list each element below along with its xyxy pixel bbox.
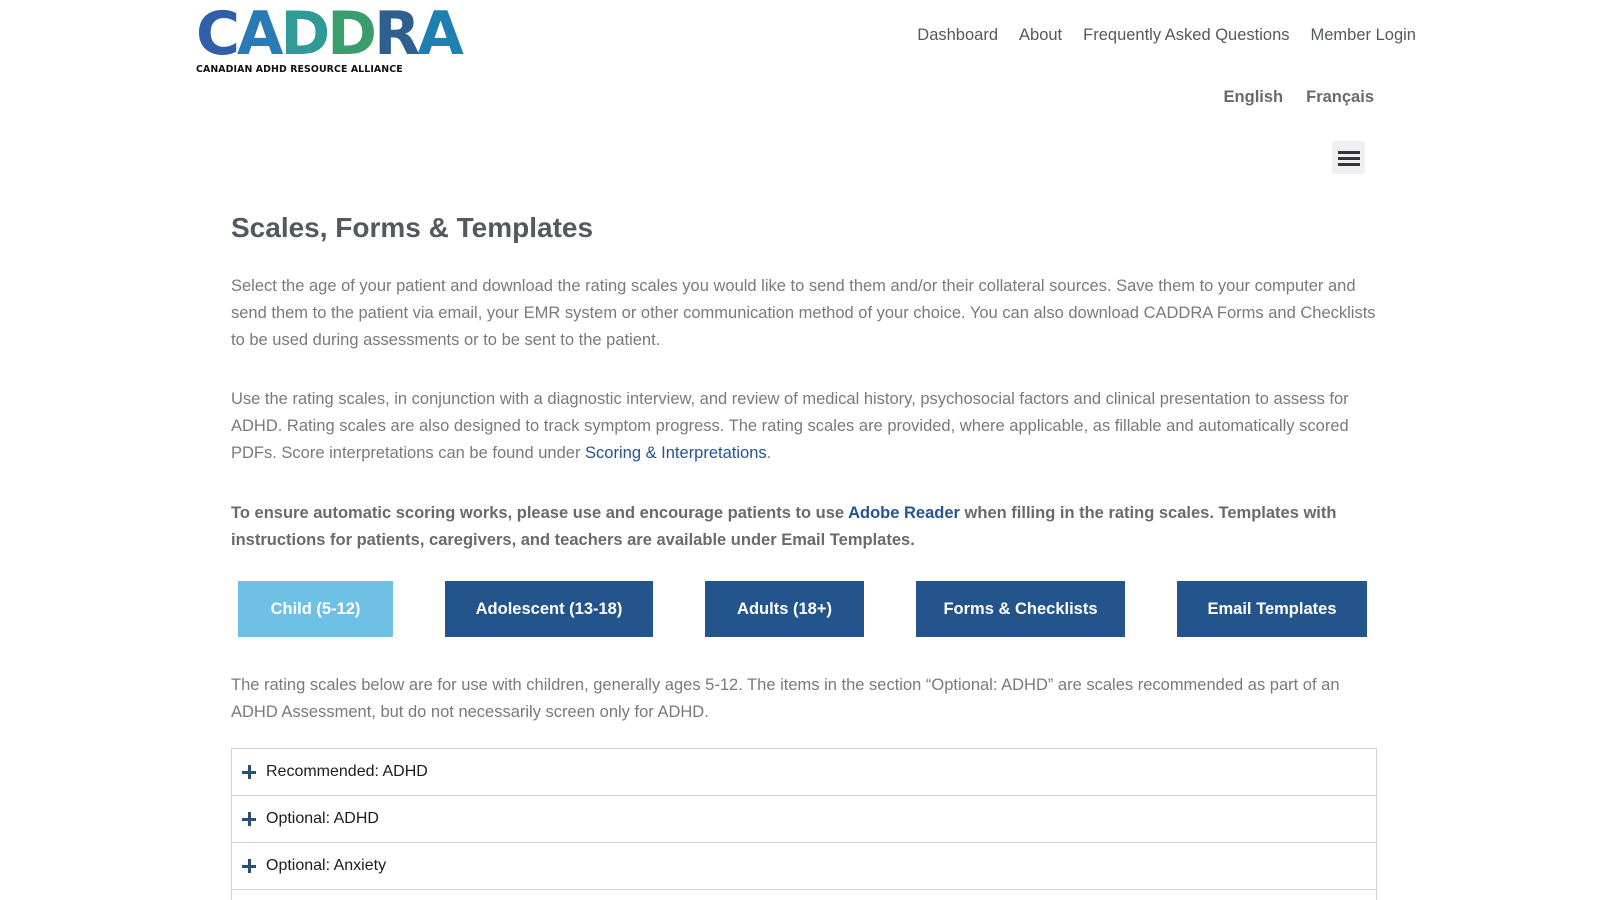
- age-group-buttons: [0, 581, 1600, 637]
- lang-english[interactable]: English: [1223, 88, 1284, 106]
- accordion-title: Recommended: ADHD: [266, 763, 428, 780]
- lang-french[interactable]: Français: [1306, 88, 1374, 106]
- plus-icon: [242, 859, 256, 873]
- logo-letter-d1: D: [280, 0, 328, 69]
- adults-button[interactable]: Adults (18+): [705, 581, 864, 637]
- logo-letter-a2: A: [417, 0, 461, 69]
- accordion-optional-anxiety[interactable]: [231, 842, 1377, 890]
- adobe-notice-text: To ensure automatic scoring works, please use and encourage patients to use: [231, 504, 849, 522]
- plus-icon: [242, 765, 256, 779]
- nav-dashboard[interactable]: Dashboard: [917, 26, 999, 44]
- accordion-recommended-adhd[interactable]: [231, 748, 1377, 796]
- adobe-reader-link[interactable]: Adobe Reader: [848, 504, 960, 522]
- logo-letter-r: R: [374, 0, 418, 69]
- child-scales-intro: The rating scales below are for use with children, generally ages 5-12. The items in the section “Optional: ADHD” are scales recommended as part of an ADHD Assessment, but do not necessarily screen only for ADHD.: [231, 676, 1340, 721]
- scales-accordion: [231, 748, 1377, 900]
- accordion-title: Optional: ADHD: [266, 810, 379, 827]
- rating-scales-text-end: .: [766, 444, 772, 462]
- nav-about[interactable]: About: [1019, 26, 1063, 44]
- main-nav: [917, 26, 1416, 45]
- logo-letter-a: A: [237, 0, 281, 69]
- intro-paragraph: Select the age of your patient and download the rating scales you would like to send them and/or their collateral sources. Save them to your computer and send them to the patient via email, your EMR system or other communication method of your choice. You can also download CADDRA Forms and Checklists to be used during assessments or to be sent to the patient.: [231, 277, 1376, 349]
- accordion-next-item[interactable]: [231, 889, 1377, 900]
- child-button[interactable]: Child (5-12): [238, 581, 393, 637]
- plus-icon: [242, 812, 256, 826]
- logo-tagline: CANADIAN ADHD RESOURCE ALLIANCE: [196, 64, 403, 75]
- logo-wordmark: [196, 0, 461, 69]
- rating-scales-paragraph: [231, 386, 1377, 467]
- forms-checklists-button[interactable]: Forms & Checklists: [916, 581, 1125, 637]
- adobe-notice-text-end: when filling in the rating scales. Templates with instructions for patients, caregivers, and teachers are available under Email Templates.: [231, 504, 1337, 549]
- adobe-notice-paragraph: [231, 500, 1377, 554]
- page-title: Scales, Forms & Templates: [231, 212, 594, 243]
- accordion-title: Optional: Anxiety: [266, 857, 387, 874]
- menu-toggle-button[interactable]: [1332, 141, 1365, 174]
- rating-scales-text: Use the rating scales, in conjunction with a diagnostic interview, and review of medical history, psychosocial factors and clinical presentation to assess for ADHD. Rating scales are also designed to track symptom progress. The rating scales are provided, where applicable, as fillable and automatically scored PDFs. Score interpretations can be found under: [231, 390, 1349, 462]
- language-switcher: [1224, 88, 1374, 107]
- email-templates-button[interactable]: Email Templates: [1177, 581, 1367, 637]
- scoring-interpretations-link[interactable]: Scoring & Interpretations: [585, 444, 767, 462]
- main-content: [231, 210, 1377, 554]
- nav-member-login[interactable]: Member Login: [1310, 26, 1416, 44]
- caddra-logo[interactable]: [196, 0, 461, 75]
- logo-letter-c: C: [196, 0, 238, 69]
- hamburger-icon: [1338, 149, 1360, 167]
- adolescent-button[interactable]: Adolescent (13-18): [445, 581, 653, 637]
- nav-faq[interactable]: Frequently Asked Questions: [1083, 26, 1290, 44]
- logo-letter-d2: D: [327, 0, 375, 69]
- accordion-optional-adhd[interactable]: [231, 795, 1377, 843]
